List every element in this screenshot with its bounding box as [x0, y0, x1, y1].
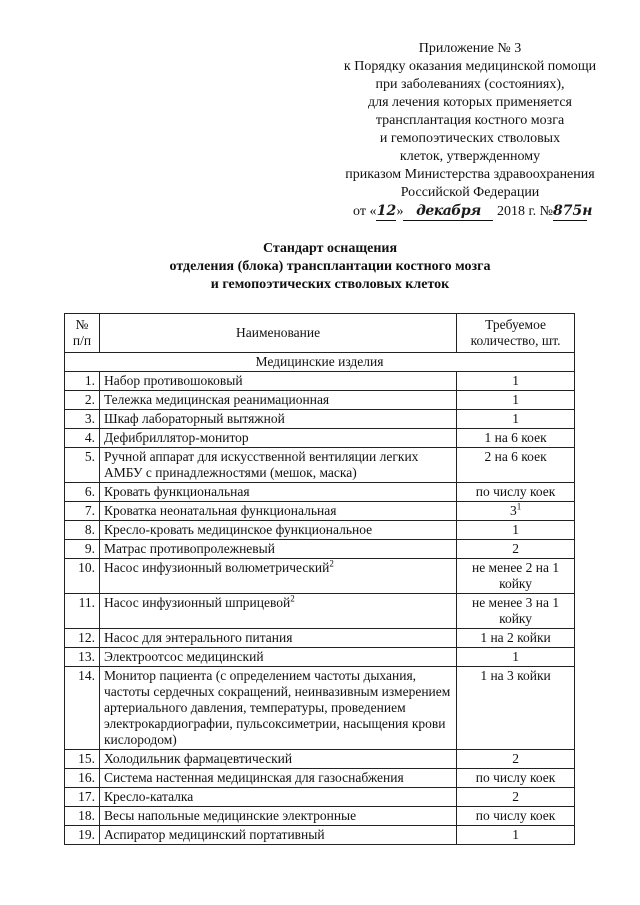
row-number: 11. — [65, 594, 100, 629]
row-quantity-text: 1 — [512, 373, 519, 388]
title-line-2: отделения (блока) трансплантации костного мозга — [169, 259, 491, 274]
row-name — [99, 788, 456, 807]
row-quantity — [457, 750, 575, 769]
row-quantity — [457, 540, 575, 559]
order-day-handwritten: 12 — [376, 203, 397, 219]
table-row — [65, 594, 575, 629]
row-quantity — [457, 807, 575, 826]
row-quantity-text: 2 — [512, 751, 519, 766]
table-row — [65, 826, 575, 845]
table-row — [65, 667, 575, 750]
row-name — [99, 648, 456, 667]
section-row — [65, 353, 575, 372]
row-quantity-text: 1 — [512, 827, 519, 842]
row-name-text: Холодильник фармацевтический — [103, 751, 293, 766]
row-number: 4. — [65, 429, 100, 448]
row-name-text: Матрас противопролежневый — [103, 541, 275, 556]
row-quantity — [457, 667, 575, 750]
row-quantity-text: по числу коек — [475, 770, 556, 785]
row-quantity — [457, 429, 575, 448]
row-quantity-text: 2 на 6 коек — [484, 449, 547, 464]
row-number: 14. — [65, 667, 100, 750]
table-row — [65, 788, 575, 807]
row-quantity — [457, 502, 575, 521]
row-number: 9. — [65, 540, 100, 559]
row-name-text: Весы напольные медицинские электронные — [103, 808, 357, 823]
appendix-line: для лечения которых применяется — [368, 95, 572, 110]
footnote-marker: 1 — [516, 501, 522, 512]
row-quantity-text: 2 — [512, 789, 519, 804]
row-quantity-text: 1 на 6 коек — [484, 430, 547, 445]
row-name-text: Насос инфузионный волюметрический — [103, 560, 330, 575]
row-name — [99, 559, 456, 594]
row-quantity-text: не менее 3 на 1 койку — [471, 595, 560, 626]
table-row — [65, 448, 575, 483]
header-name: Наименование — [99, 314, 456, 353]
row-name-text: Тележка медицинская реанимационная — [103, 392, 330, 407]
row-quantity-text: 1 — [512, 649, 519, 664]
row-name — [99, 629, 456, 648]
row-name — [99, 521, 456, 540]
table-row — [65, 502, 575, 521]
row-name — [99, 502, 456, 521]
table-row — [65, 648, 575, 667]
row-quantity — [457, 372, 575, 391]
equipment-table — [64, 313, 575, 845]
row-quantity-text: 1 — [512, 392, 519, 407]
row-name — [99, 483, 456, 502]
row-quantity — [457, 788, 575, 807]
row-number: 15. — [65, 750, 100, 769]
section-label: Медицинские изделия — [65, 353, 575, 372]
row-number: 1. — [65, 372, 100, 391]
table-row — [65, 540, 575, 559]
row-quantity — [457, 648, 575, 667]
row-quantity — [457, 483, 575, 502]
row-number: 7. — [65, 502, 100, 521]
table-row — [65, 372, 575, 391]
order-mid: » — [396, 204, 404, 219]
row-name — [99, 540, 456, 559]
table-row — [65, 807, 575, 826]
appendix-line: Российской Федерации — [400, 185, 540, 200]
row-number: 16. — [65, 769, 100, 788]
row-quantity-text: не менее 2 на 1 койку — [471, 560, 560, 591]
row-name — [99, 391, 456, 410]
footnote-marker: 2 — [329, 558, 334, 569]
appendix-line: при заболеваниях (состояниях), — [375, 77, 565, 92]
row-number: 12. — [65, 629, 100, 648]
row-name — [99, 769, 456, 788]
row-name — [99, 807, 456, 826]
table-row — [65, 629, 575, 648]
row-quantity — [457, 391, 575, 410]
row-quantity-text: 1 — [512, 411, 519, 426]
row-quantity — [457, 448, 575, 483]
row-quantity — [457, 826, 575, 845]
table-row — [65, 559, 575, 594]
row-name-text: Аспиратор медицинский портативный — [103, 827, 325, 842]
row-quantity-text: 3 — [509, 503, 517, 518]
row-number: 19. — [65, 826, 100, 845]
row-number: 13. — [65, 648, 100, 667]
order-number-handwritten: 875н — [552, 203, 593, 219]
row-name — [99, 410, 456, 429]
row-name — [99, 594, 456, 629]
table-row — [65, 769, 575, 788]
row-quantity — [457, 521, 575, 540]
title-line-3: и гемопоэтических стволовых клеток — [210, 277, 450, 292]
appendix-line: к Порядку оказания медицинской помощи — [343, 59, 597, 74]
title-line-1: Стандарт оснащения — [262, 241, 398, 256]
row-quantity-text: 1 на 3 койки — [480, 668, 551, 683]
row-name-text: Набор противошоковый — [103, 373, 243, 388]
row-number: 6. — [65, 483, 100, 502]
row-quantity-text: 1 на 2 койки — [480, 630, 551, 645]
order-month-handwritten: декабря — [403, 202, 493, 221]
row-name-text: Кроватка неонатальная функциональная — [103, 503, 337, 518]
table-header-row — [65, 314, 575, 353]
row-name-text: Насос для энтерального питания — [103, 630, 293, 645]
row-name — [99, 448, 456, 483]
row-name — [99, 429, 456, 448]
header-qty: Требуемое количество, шт. — [457, 314, 575, 353]
row-name-text: Кровать функциональная — [103, 484, 250, 499]
appendix-line: клеток, утвержденному — [399, 149, 541, 164]
row-quantity-text: 2 — [512, 541, 519, 556]
header-num: № п/п — [65, 314, 100, 353]
table-row — [65, 521, 575, 540]
table-row — [65, 410, 575, 429]
row-name-text: Кресло-каталка — [103, 789, 194, 804]
appendix-block — [330, 40, 610, 221]
row-number: 5. — [65, 448, 100, 483]
document-title — [80, 240, 580, 294]
row-quantity-text: по числу коек — [475, 808, 556, 823]
row-name-text: Ручной аппарат для искусственной вентиляции легких АМБУ с принадлежностями (мешок, маска) — [103, 449, 419, 480]
row-name-text: Дефибриллятор-монитор — [103, 430, 249, 445]
appendix-line: трансплантация костного мозга — [375, 113, 565, 128]
table-row — [65, 750, 575, 769]
row-quantity-text: 1 — [512, 522, 519, 537]
appendix-line: приказом Министерства здравоохранения — [345, 167, 595, 182]
table-row — [65, 391, 575, 410]
table-row — [65, 429, 575, 448]
row-name-text: Монитор пациента (с определением частоты дыхания, частоты сердечных сокращений, неинвазивным измерением артериального давления, температуры, проведением электрокардиографии, пульсоксиметрии, насыщения крови кислородом) — [103, 668, 451, 747]
order-year: 2018 г. № — [496, 204, 553, 219]
row-name — [99, 372, 456, 391]
appendix-line: и гемопоэтических стволовых — [379, 131, 561, 146]
row-number: 3. — [65, 410, 100, 429]
row-name-text: Система настенная медицинская для газоснабжения — [103, 770, 404, 785]
table-row — [65, 483, 575, 502]
order-prefix: от « — [353, 204, 377, 219]
row-name — [99, 667, 456, 750]
row-number: 10. — [65, 559, 100, 594]
row-quantity — [457, 769, 575, 788]
row-number: 18. — [65, 807, 100, 826]
row-name — [99, 750, 456, 769]
row-name-text: Электроотсос медицинский — [103, 649, 264, 664]
row-name-text: Шкаф лабораторный вытяжной — [103, 411, 285, 426]
order-date-line — [330, 202, 610, 221]
row-quantity — [457, 410, 575, 429]
row-quantity — [457, 559, 575, 594]
row-number: 2. — [65, 391, 100, 410]
row-number: 17. — [65, 788, 100, 807]
appendix-line: Приложение № 3 — [418, 41, 522, 56]
footnote-marker: 2 — [290, 593, 295, 604]
row-name-text: Насос инфузионный шприцевой — [103, 595, 291, 610]
row-number: 8. — [65, 521, 100, 540]
row-quantity-text: по числу коек — [475, 484, 556, 499]
row-name-text: Кресло-кровать медицинское функциональное — [103, 522, 373, 537]
row-name — [99, 826, 456, 845]
row-quantity — [457, 629, 575, 648]
row-quantity — [457, 594, 575, 629]
